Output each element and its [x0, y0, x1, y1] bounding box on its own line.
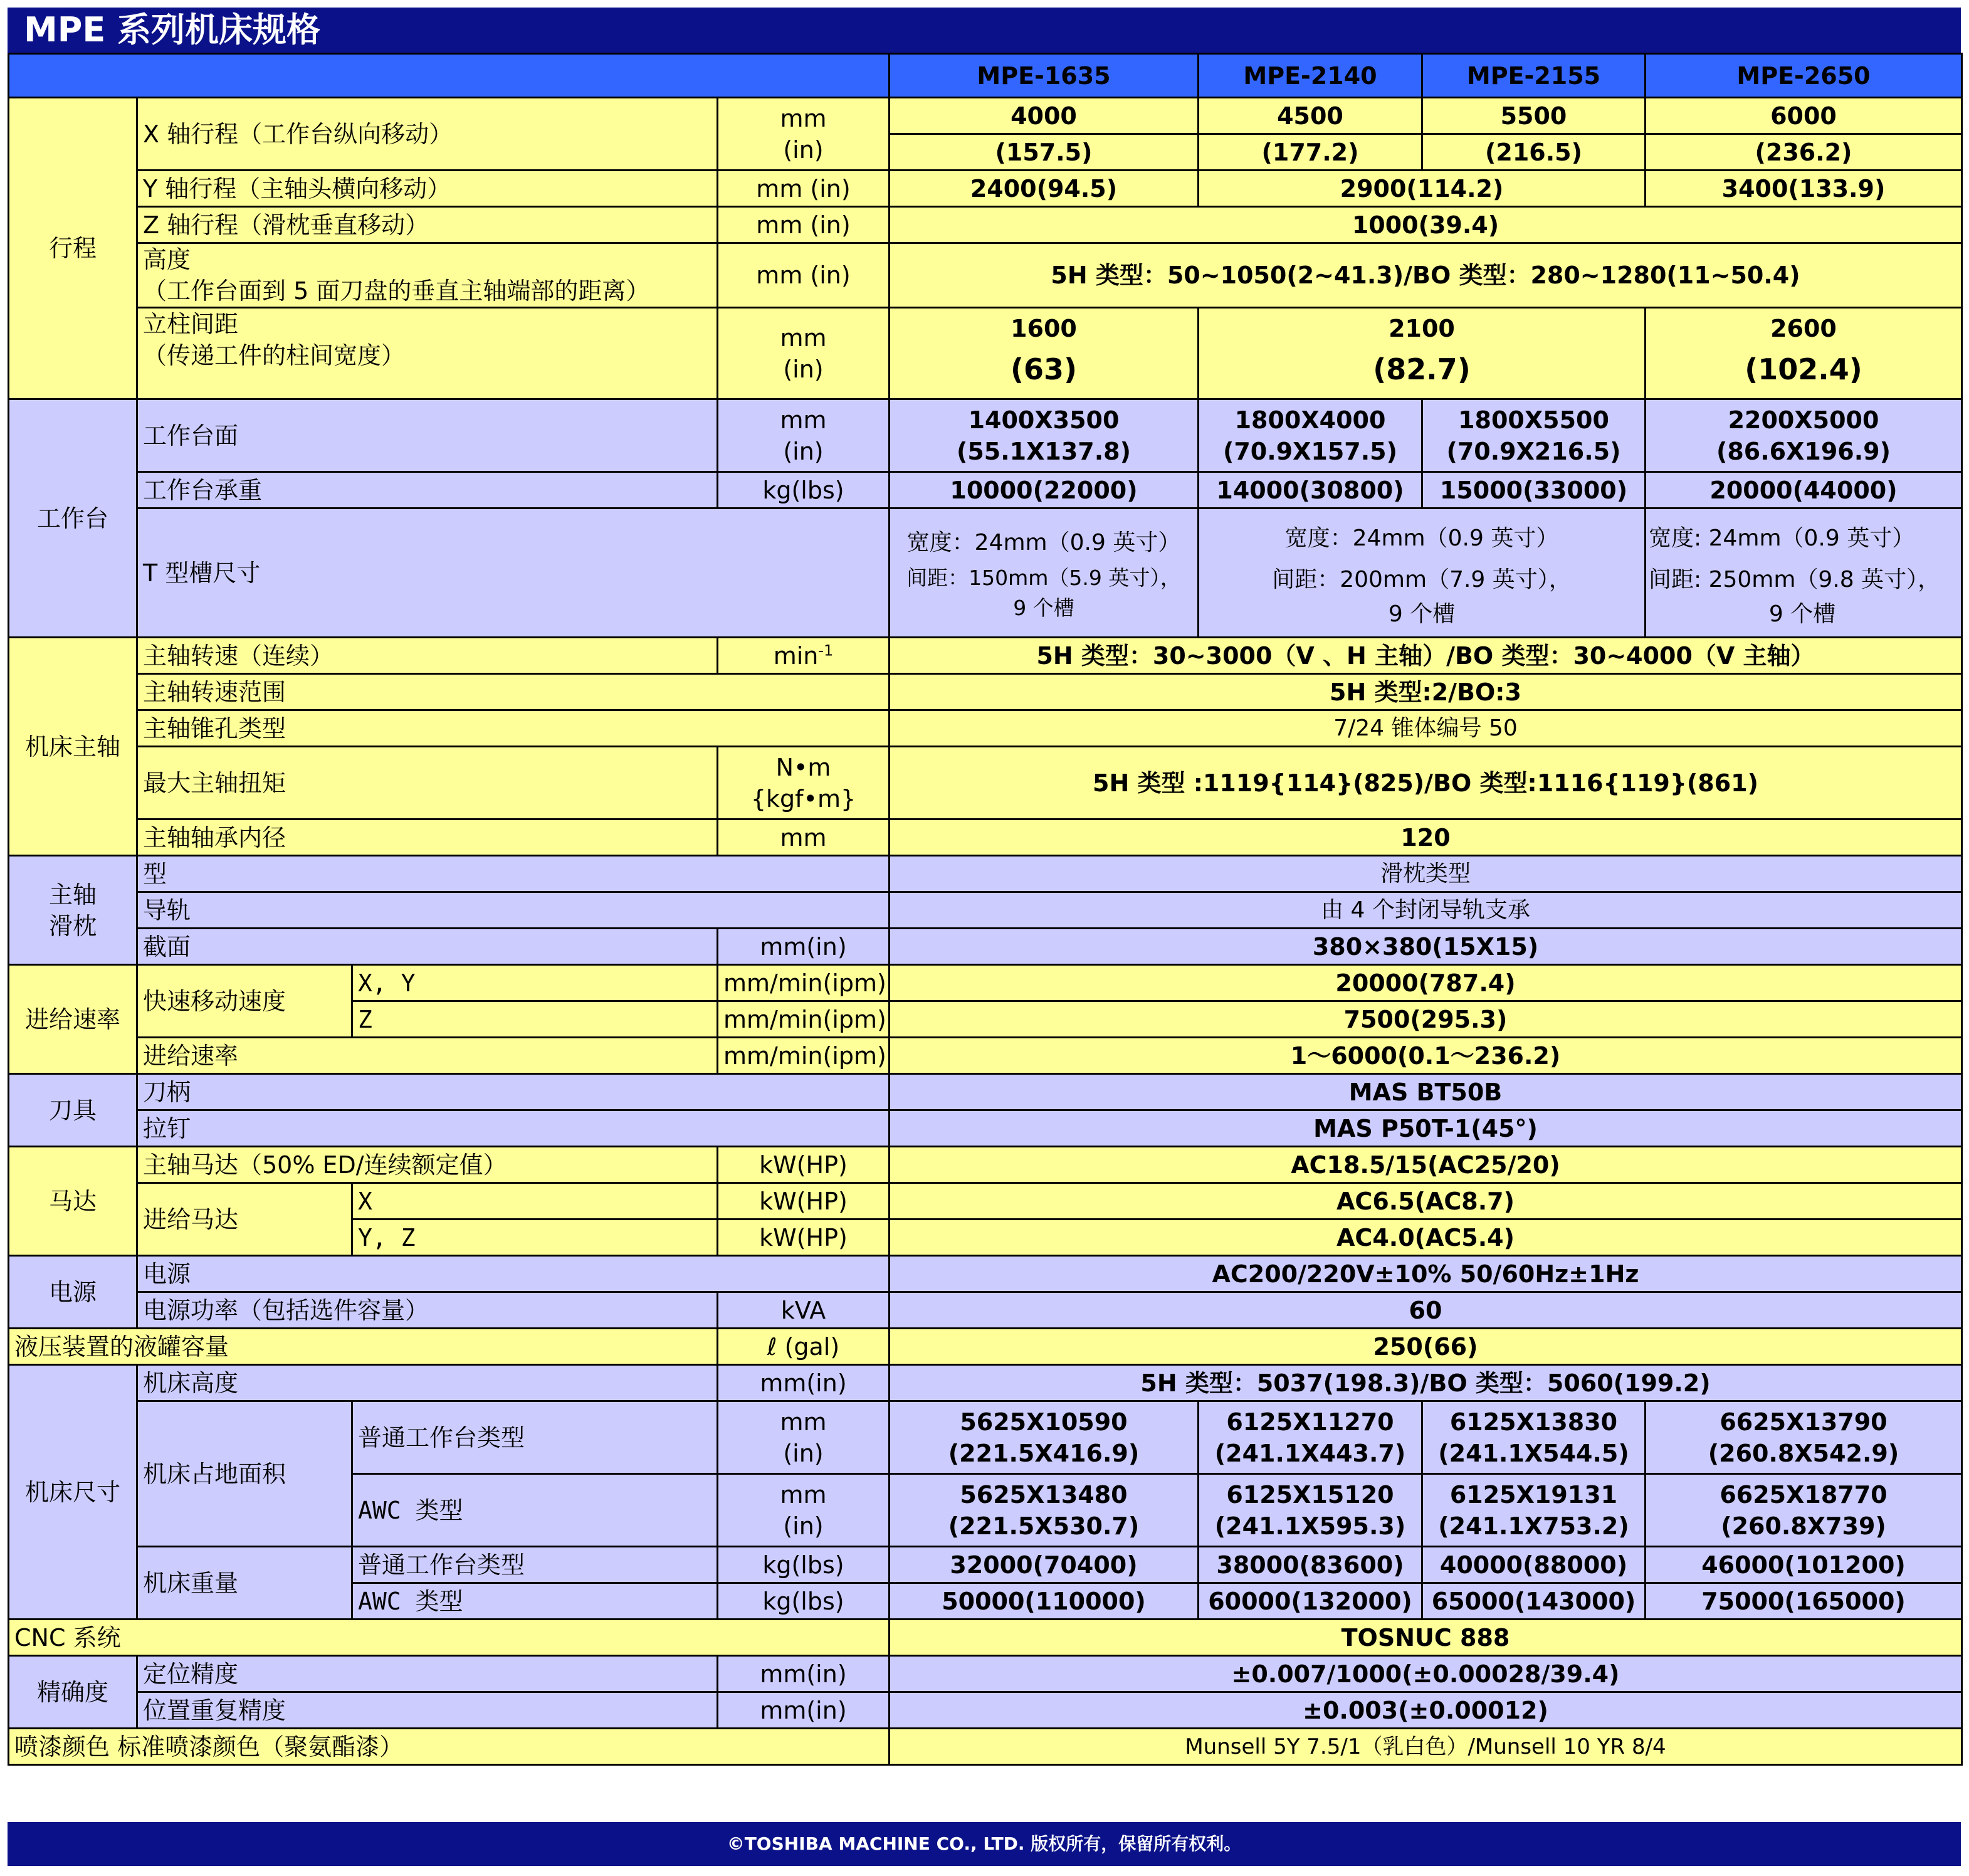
header-row — [9, 54, 1962, 98]
table-surface-value — [890, 399, 1199, 472]
table-row — [9, 1656, 1962, 1692]
height-label-line: （工作台面到 5 面刀盘的垂直主轴端部的距离） — [143, 277, 650, 305]
value-line: (63) — [1010, 352, 1078, 386]
spindle-speed-unit — [718, 638, 890, 674]
value-line: 6125X15120 — [1226, 1480, 1394, 1509]
table-row — [9, 243, 1962, 308]
feed-motor-label: 进给马达 — [137, 1183, 352, 1256]
value-line: 9 个槽 — [1013, 595, 1074, 620]
rapid-z-value: 7500(295.3) — [890, 1001, 1962, 1038]
value-line: 宽度：24mm（0.9 英寸） — [1284, 525, 1559, 551]
category-travel: 行程 — [9, 98, 137, 399]
feed-motor-yz-label: Y, Z — [352, 1220, 718, 1256]
floor-unit — [718, 1401, 890, 1474]
table-row — [9, 1692, 1962, 1729]
torque-value: 5H 类型 :1119{114}(825)/BO 类型:1116{119}(861) — [890, 747, 1962, 819]
weight-awc-value: 50000(110000) — [890, 1583, 1199, 1620]
weight-normal-label: 普通工作台类型 — [352, 1547, 718, 1583]
table-row — [9, 747, 1962, 819]
rapid-xy-value: 20000(787.4) — [890, 965, 1962, 1001]
table-row — [9, 1038, 1962, 1074]
value-line: (70.9X157.5) — [1223, 437, 1397, 465]
unit-line: (in) — [783, 135, 824, 164]
section-unit: mm(in) — [718, 929, 890, 965]
section-value: 380×380(15X15) — [890, 929, 1962, 965]
value-line: 1600 — [1011, 314, 1077, 342]
value-line: 9 个槽 — [1768, 601, 1836, 627]
power-supply-label: 电源 — [137, 1256, 890, 1292]
accuracy-unit: mm(in) — [718, 1692, 890, 1729]
value-line: 间距: 250mm（9.8 英寸）， — [1649, 566, 1941, 593]
table-row — [9, 1729, 1962, 1765]
t-slot-value — [1646, 509, 1962, 638]
value-line: 6625X13790 — [1720, 1408, 1888, 1436]
table-row — [9, 1147, 1962, 1183]
weight-awc-value: 65000(143000) — [1422, 1583, 1646, 1620]
category-power: 电源 — [9, 1256, 137, 1329]
column-distance-line: 立柱间距 — [143, 310, 239, 338]
power-supply-value: AC200/220V±10% 50/60Hz±1Hz — [890, 1256, 1962, 1292]
value-line: (260.8X739) — [1721, 1512, 1886, 1540]
x-travel-label: X 轴行程（工作台纵向移动） — [137, 98, 718, 171]
speed-range-value: 5H 类型:2/BO:3 — [890, 674, 1962, 710]
value-line: (260.8X542.9) — [1708, 1439, 1899, 1467]
height-label-line: 高度 — [143, 246, 191, 273]
y-travel-value: 2900(114.2) — [1199, 171, 1646, 207]
height-unit: mm (in) — [718, 243, 890, 308]
hydraulic-unit: ℓ (gal) — [718, 1329, 890, 1365]
repeatability-label: 位置重复精度 — [137, 1692, 718, 1729]
x-travel-inch: (177.2) — [1199, 134, 1422, 171]
paint-label: 喷漆颜色 标准喷漆颜色（聚氨酯漆） — [9, 1729, 890, 1765]
value-line: 2200X5000 — [1728, 406, 1879, 434]
unit-line: mm — [780, 104, 827, 132]
table-row — [9, 1365, 1962, 1401]
table-load-value: 15000(33000) — [1422, 472, 1646, 509]
unit-line: (in) — [783, 1439, 824, 1467]
model-header: MPE-2140 — [1199, 54, 1422, 98]
bearing-label: 主轴轴承内径 — [137, 819, 718, 856]
category-feed: 进给速率 — [9, 965, 137, 1074]
value-line: 5625X10590 — [960, 1408, 1128, 1436]
value-line: 1800X5500 — [1458, 406, 1609, 434]
stud-label: 拉钉 — [137, 1110, 890, 1147]
spec-table — [8, 53, 1963, 1766]
taper-label: 主轴锥孔类型 — [137, 710, 890, 747]
table-surface-value — [1646, 399, 1962, 472]
model-header: MPE-1635 — [890, 54, 1199, 98]
unit-line: mm — [780, 1480, 827, 1509]
value-line: (241.1X753.2) — [1438, 1512, 1629, 1540]
value-line: 2100 — [1389, 314, 1455, 342]
table-row — [9, 1547, 1962, 1583]
ram-type-label: 型 — [137, 856, 890, 892]
floor-normal-value — [890, 1401, 1199, 1474]
table-row — [9, 472, 1962, 509]
motor-unit: kW(HP) — [718, 1220, 890, 1256]
y-travel-label: Y 轴行程（主轴头横向移动） — [137, 171, 718, 207]
hydraulic-value: 250(66) — [890, 1329, 1962, 1365]
t-slot-value — [1199, 509, 1646, 638]
table-row — [9, 98, 1962, 134]
floor-awc-value — [890, 1474, 1199, 1547]
unit-line: N•m — [775, 753, 831, 781]
rapid-label: 快速移动速度 — [137, 965, 352, 1038]
table-row — [9, 1329, 1962, 1365]
unit-line: mm — [780, 406, 827, 434]
y-travel-unit: mm (in) — [718, 171, 890, 207]
value-line: (221.5X416.9) — [948, 1439, 1140, 1467]
floor-awc-value — [1422, 1474, 1646, 1547]
shank-label: 刀柄 — [137, 1074, 890, 1110]
value-line: 6625X18770 — [1720, 1480, 1888, 1509]
spindle-speed-value: 5H 类型：30~3000（V 、H 主轴）/BO 类型：30~4000（V 主轴） — [890, 638, 1962, 674]
floor-unit — [718, 1474, 890, 1547]
table-row — [9, 1256, 1962, 1292]
table-load-unit: kg(lbs) — [718, 472, 890, 509]
torque-label: 最大主轴扭矩 — [137, 747, 718, 819]
unit-line: {kgf•m} — [750, 784, 856, 813]
table-load-value: 20000(44000) — [1646, 472, 1962, 509]
column-distance-line: （传递工件的柱间宽度） — [143, 342, 406, 369]
category-size: 机床尺寸 — [9, 1365, 137, 1620]
accuracy-unit: mm(in) — [718, 1656, 890, 1692]
copyright-footer: ©TOSHIBA MACHINE CO., LTD. 版权所有，保留所有权利。 — [8, 1822, 1961, 1866]
unit-line: (in) — [783, 355, 824, 383]
cnc-value: TOSNUC 888 — [890, 1620, 1962, 1656]
category-ram — [9, 856, 137, 965]
speed-range-label: 主轴转速范围 — [137, 674, 890, 710]
bearing-value: 120 — [890, 819, 1962, 856]
x-travel-value: 5500 — [1422, 98, 1646, 134]
feed-rate-label: 进给速率 — [137, 1038, 718, 1074]
column-distance-value — [890, 308, 1199, 399]
machine-height-unit: mm(in) — [718, 1365, 890, 1401]
weight-awc-label: AWC 类型 — [352, 1583, 718, 1620]
repeatability-value: ±0.003(±0.00012) — [890, 1692, 1962, 1729]
weight-label: 机床重量 — [137, 1547, 352, 1620]
rapid-unit: mm/min(ipm) — [718, 1001, 890, 1038]
feed-rate-value: 1～6000(0.1～236.2) — [890, 1038, 1962, 1074]
power-capacity-value: 60 — [890, 1292, 1962, 1329]
spindle-motor-label: 主轴马达（50% ED/连续额定值） — [137, 1147, 718, 1183]
category-line: 滑枕 — [48, 912, 97, 940]
table-row — [9, 1183, 1962, 1220]
z-travel-unit: mm (in) — [718, 207, 890, 243]
value-line: (70.9X216.5) — [1446, 437, 1621, 465]
value-line: (241.1X443.7) — [1214, 1439, 1406, 1467]
t-slot-value — [890, 509, 1199, 638]
header-blank — [9, 54, 890, 98]
floor-normal-value — [1199, 1401, 1422, 1474]
value-line: (55.1X137.8) — [957, 437, 1131, 465]
x-travel-unit — [718, 98, 890, 171]
column-distance-value — [1646, 308, 1962, 399]
height-value: 5H 类型：50~1050(2~41.3)/BO 类型：280~1280(11~50.4) — [890, 243, 1962, 308]
x-travel-inch: (236.2) — [1646, 134, 1962, 171]
taper-value: 7/24 锥体编号 50 — [890, 710, 1962, 747]
table-row — [9, 1110, 1962, 1147]
y-travel-value: 2400(94.5) — [890, 171, 1199, 207]
table-row — [9, 819, 1962, 856]
column-distance-unit — [718, 308, 890, 399]
table-row — [9, 674, 1962, 710]
table-row — [9, 171, 1962, 207]
weight-awc-value: 75000(165000) — [1646, 1583, 1962, 1620]
value-line: (241.1X595.3) — [1214, 1512, 1406, 1540]
unit-line: (in) — [783, 437, 824, 465]
table-row — [9, 207, 1962, 243]
table-row — [9, 399, 1962, 472]
page-title: MPE 系列机床规格 — [8, 8, 1961, 53]
unit-line: (in) — [783, 1512, 824, 1540]
positioning-label: 定位精度 — [137, 1656, 718, 1692]
weight-unit: kg(lbs) — [718, 1547, 890, 1583]
value-line: 1400X3500 — [968, 406, 1120, 434]
floor-awc-label: AWC 类型 — [352, 1474, 718, 1547]
value-line: 1800X4000 — [1234, 406, 1386, 434]
power-capacity-unit: kVA — [718, 1292, 890, 1329]
table-row — [9, 965, 1962, 1001]
section-label: 截面 — [137, 929, 718, 965]
table-surface-unit — [718, 399, 890, 472]
value-line: 间距：200mm（7.9 英寸）， — [1272, 566, 1572, 593]
table-row — [9, 1620, 1962, 1656]
table-surface-label: 工作台面 — [137, 399, 718, 472]
unit-line: mm — [780, 1408, 827, 1436]
value-line: 6125X19131 — [1449, 1480, 1618, 1509]
value-line: 2600 — [1770, 314, 1837, 342]
value-line: 间距：150mm（5.9 英寸）， — [906, 565, 1181, 590]
x-travel-value: 4000 — [890, 98, 1199, 134]
z-travel-label: Z 轴行程（滑枕垂直移动） — [137, 207, 718, 243]
floor-normal-value — [1646, 1401, 1962, 1474]
table-row — [9, 856, 1962, 892]
category-table: 工作台 — [9, 399, 137, 638]
table-row — [9, 1292, 1962, 1329]
machine-height-value: 5H 类型：5037(198.3)/BO 类型：5060(199.2) — [890, 1365, 1962, 1401]
ram-type-value: 滑枕类型 — [890, 856, 1962, 892]
table-row — [9, 638, 1962, 674]
category-motor: 马达 — [9, 1147, 137, 1256]
spindle-motor-value: AC18.5/15(AC25/20) — [890, 1147, 1962, 1183]
value-line: (82.7) — [1373, 352, 1471, 386]
machine-height-label: 机床高度 — [137, 1365, 718, 1401]
column-distance-label — [137, 308, 718, 399]
category-tool: 刀具 — [9, 1074, 137, 1147]
table-load-value: 10000(22000) — [890, 472, 1199, 509]
rapid-unit: mm/min(ipm) — [718, 965, 890, 1001]
value-line: 6125X13830 — [1449, 1408, 1618, 1436]
weight-awc-value: 60000(132000) — [1199, 1583, 1422, 1620]
shank-value: MAS BT50B — [890, 1074, 1962, 1110]
floor-normal-label: 普通工作台类型 — [352, 1401, 718, 1474]
floor-awc-value — [1199, 1474, 1422, 1547]
value-line: (86.6X196.9) — [1716, 437, 1891, 465]
value-line: (221.5X530.7) — [948, 1512, 1140, 1540]
t-slot-label: T 型槽尺寸 — [137, 509, 890, 638]
paint-value: Munsell 5Y 7.5/1（乳白色）/Munsell 10 YR 8/4 — [890, 1729, 1962, 1765]
value-line: 6125X11270 — [1226, 1408, 1394, 1436]
unit-line: mm — [780, 324, 827, 352]
value-line: (241.1X544.5) — [1438, 1439, 1629, 1467]
guide-value: 由 4 个封闭导轨支承 — [890, 892, 1962, 929]
value-line: (102.4) — [1745, 352, 1862, 386]
rapid-xy-label: X, Y — [352, 965, 718, 1001]
cnc-label: CNC 系统 — [9, 1620, 890, 1656]
table-row — [9, 1401, 1962, 1474]
feed-motor-yz-value: AC4.0(AC5.4) — [890, 1220, 1962, 1256]
table-load-label: 工作台承重 — [137, 472, 718, 509]
table-row — [9, 929, 1962, 965]
z-travel-value: 1000(39.4) — [890, 207, 1962, 243]
floor-space-label: 机床占地面积 — [137, 1401, 352, 1547]
motor-unit: kW(HP) — [718, 1147, 890, 1183]
value-line: 5625X13480 — [960, 1480, 1128, 1509]
guide-label: 导轨 — [137, 892, 890, 929]
category-line: 主轴 — [48, 880, 97, 909]
table-surface-value — [1422, 399, 1646, 472]
bearing-unit: mm — [718, 819, 890, 856]
positioning-value: ±0.007/1000(±0.00028/39.4) — [890, 1656, 1962, 1692]
x-travel-inch: (216.5) — [1422, 134, 1646, 171]
weight-unit: kg(lbs) — [718, 1583, 890, 1620]
x-travel-value: 4500 — [1199, 98, 1422, 134]
power-capacity-label: 电源功率（包括选件容量） — [137, 1292, 718, 1329]
floor-normal-value — [1422, 1401, 1646, 1474]
y-travel-value: 3400(133.9) — [1646, 171, 1962, 207]
column-distance-value — [1199, 308, 1646, 399]
category-accuracy: 精确度 — [9, 1656, 137, 1729]
motor-unit: kW(HP) — [718, 1183, 890, 1220]
weight-normal-value: 38000(83600) — [1199, 1547, 1422, 1583]
table-row — [9, 892, 1962, 929]
hydraulic-label: 液压装置的液罐容量 — [9, 1329, 718, 1365]
table-row — [9, 308, 1962, 399]
height-label — [137, 243, 718, 308]
model-header: MPE-2155 — [1422, 54, 1646, 98]
table-row — [9, 710, 1962, 747]
table-load-value: 14000(30800) — [1199, 472, 1422, 509]
value-line: 9 个槽 — [1388, 601, 1456, 627]
feed-rate-unit: mm/min(ipm) — [718, 1038, 890, 1074]
value-line: 宽度：24mm（0.9 英寸） — [906, 529, 1181, 556]
rapid-z-label: Z — [352, 1001, 718, 1038]
feed-motor-x-value: AC6.5(AC8.7) — [890, 1183, 1962, 1220]
table-surface-value — [1199, 399, 1422, 472]
weight-normal-value: 46000(101200) — [1646, 1547, 1962, 1583]
table-row — [9, 1074, 1962, 1110]
spindle-speed-label: 主轴转速（连续） — [137, 638, 718, 674]
table-row — [9, 509, 1962, 638]
torque-unit — [718, 747, 890, 819]
floor-awc-value — [1646, 1474, 1962, 1547]
unit-sup: -1 — [818, 641, 834, 659]
stud-value: MAS P50T-1(45°) — [890, 1110, 1962, 1147]
model-header: MPE-2650 — [1646, 54, 1962, 98]
unit-text: min — [773, 641, 819, 670]
x-travel-value: 6000 — [1646, 98, 1962, 134]
weight-normal-value: 32000(70400) — [890, 1547, 1199, 1583]
value-line: 宽度: 24mm（0.9 英寸） — [1649, 525, 1915, 551]
category-spindle: 机床主轴 — [9, 638, 137, 856]
x-travel-inch: (157.5) — [890, 134, 1199, 171]
feed-motor-x-label: X — [352, 1183, 718, 1220]
weight-normal-value: 40000(88000) — [1422, 1547, 1646, 1583]
